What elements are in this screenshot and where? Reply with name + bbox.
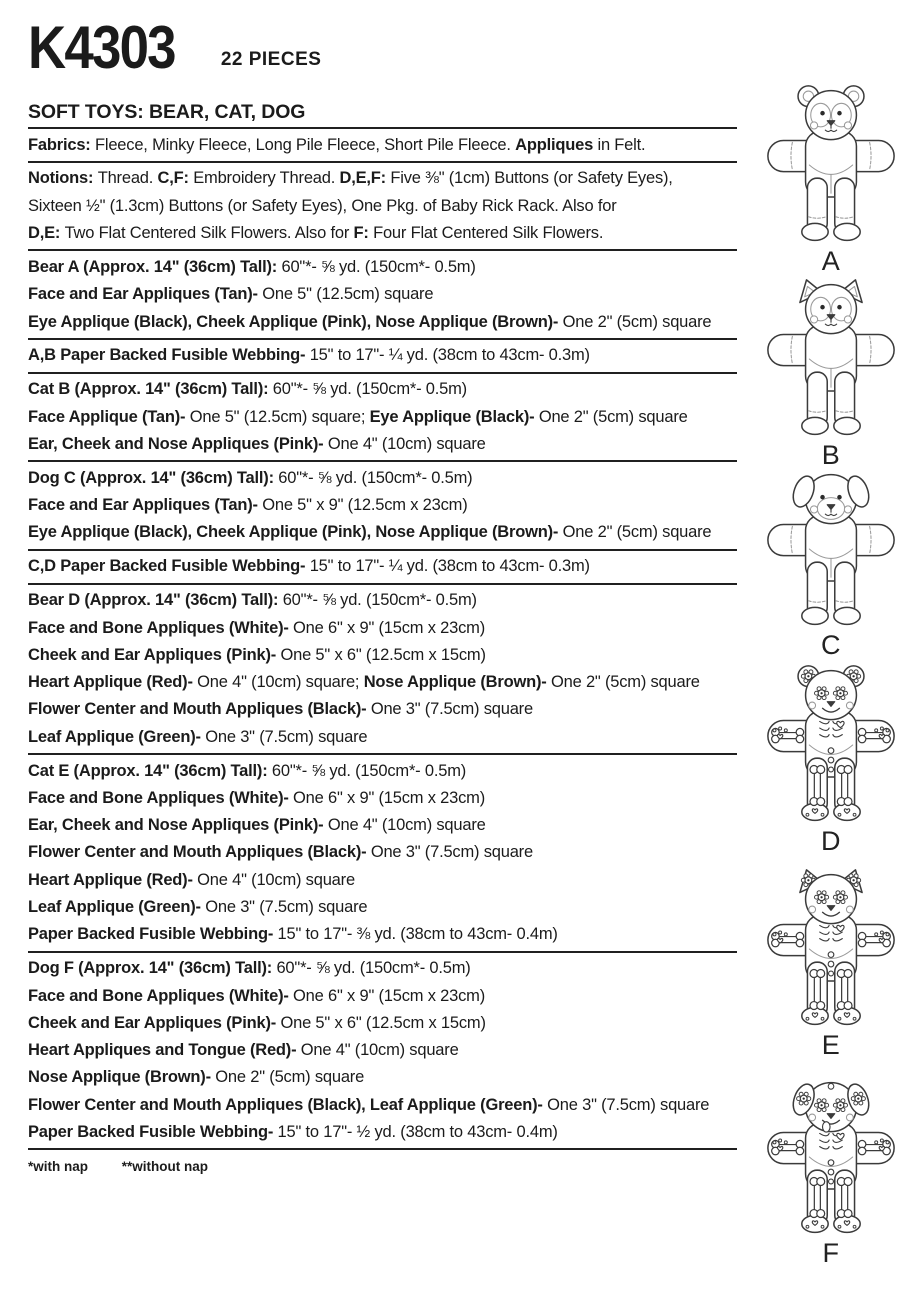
spec-bold-text: Face Applique (Tan)- xyxy=(28,407,190,426)
spec-regular-text: Fleece, Minky Fleece, Long Pile Fleece, Short Pile Fleece. xyxy=(94,135,516,154)
spec-line-bear-d xyxy=(28,642,740,669)
spec-bold-text: Eye Applique (Black)- xyxy=(369,407,539,426)
spec-bold-text: A,B Paper Backed Fusible Webbing- xyxy=(28,346,310,365)
spec-line-dog-f xyxy=(28,1010,740,1037)
spec-regular-text: One 5" (12.5cm) square; xyxy=(189,407,370,426)
toy-figure-d xyxy=(754,664,908,857)
spec-line-webbing-cd xyxy=(28,553,740,580)
spec-line-cat-b xyxy=(28,431,740,458)
spec-regular-text: 15" to 17"- ½ yd. (38cm to 43cm- 0.4m) xyxy=(277,1123,558,1142)
spec-bold-text: C,F: xyxy=(157,169,194,188)
figure-label: C xyxy=(821,630,841,660)
spec-regular-text: 15" to 17"- ¼ yd. (38cm to 43cm- 0.3m) xyxy=(309,346,590,365)
spec-line-bear-d xyxy=(28,587,740,614)
spec-line-dog-f xyxy=(28,1119,740,1146)
spec-regular-text: One 6" x 9" (15cm x 23cm) xyxy=(293,618,485,637)
spec-regular-text: 60"*- ⅝ yd. (150cm*- 0.5m) xyxy=(271,761,467,780)
spec-line-bear-a xyxy=(28,309,740,336)
spec-line-dog-c xyxy=(28,492,740,519)
spec-regular-text: One 4" (10cm) square xyxy=(300,1041,459,1060)
spec-regular-text: One 2" (5cm) square xyxy=(550,673,700,692)
spec-bold-text: Nose Applique (Brown)- xyxy=(363,673,551,692)
spec-column xyxy=(28,14,740,1174)
toy-illustration-cat xyxy=(765,278,897,440)
spec-bold-text: Face and Bone Appliques (White)- xyxy=(28,986,294,1005)
spec-line-cat-e xyxy=(28,785,740,812)
spec-regular-text: 60"*- ⅝ yd. (150cm*- 0.5m) xyxy=(278,468,473,487)
spec-bold-text: Cat E (Approx. 14" (36cm) Tall): xyxy=(28,761,272,780)
section-divider xyxy=(28,372,737,374)
figure-label: B xyxy=(821,440,841,470)
figure-label: F xyxy=(822,1238,840,1268)
section-divider xyxy=(28,951,737,953)
spec-bold-text: Eye Applique (Black), Cheek Applique (Pink), Nose Applique (Brown)- xyxy=(28,312,563,331)
spec-regular-text: One 2" (5cm) square xyxy=(562,312,712,331)
spec-line-dog-f xyxy=(28,955,740,982)
toy-figure-b xyxy=(754,278,908,471)
spec-bold-text: Bear D (Approx. 14" (36cm) Tall): xyxy=(28,591,283,610)
spec-regular-text: One 5" x 6" (12.5cm x 15cm) xyxy=(280,1013,486,1032)
spec-regular-text: One 2" (5cm) square xyxy=(538,407,688,426)
spec-regular-text: One 6" x 9" (15cm x 23cm) xyxy=(293,986,485,1005)
spec-bold-text: Cat B (Approx. 14" (36cm) Tall): xyxy=(28,380,273,399)
section-divider xyxy=(28,460,737,462)
spec-bold-text: Flower Center and Mouth Appliques (Black)- xyxy=(28,700,371,719)
spec-line-bear-a xyxy=(28,281,740,308)
spec-bold-text: Cheek and Ear Appliques (Pink)- xyxy=(28,645,281,664)
spec-line-dog-c xyxy=(28,519,740,546)
spec-bold-text: F: xyxy=(353,224,374,243)
spec-sections xyxy=(28,132,740,1151)
spec-line-dog-f xyxy=(28,983,740,1010)
spec-line-cat-e xyxy=(28,812,740,839)
spec-bold-text: Heart Applique (Red)- xyxy=(28,870,198,889)
spec-line-cat-e xyxy=(28,921,740,948)
spec-regular-text: Embroidery Thread. xyxy=(193,169,340,188)
page-title: SOFT TOYS: BEAR, CAT, DOG xyxy=(28,101,306,123)
spec-regular-text: Two Flat Centered Silk Flowers. Also for xyxy=(64,224,354,243)
spec-bold-text: Leaf Applique (Green)- xyxy=(28,727,206,746)
spec-bold-text: Face and Ear Appliques (Tan)- xyxy=(28,496,263,515)
spec-line-dog-f xyxy=(28,1064,740,1091)
toy-illustration-dog xyxy=(765,468,897,630)
pieces-count: 22 PIECES xyxy=(220,49,322,70)
spec-bold-text: Dog C (Approx. 14" (36cm) Tall): xyxy=(28,468,279,487)
section-divider xyxy=(28,161,737,163)
toy-figure-f xyxy=(754,1076,908,1269)
spec-regular-text: One 4" (10cm) square; xyxy=(197,673,364,692)
toy-illustration-dog-decorated xyxy=(765,1076,897,1238)
spec-line-cat-b xyxy=(28,404,740,431)
spec-line-cat-e xyxy=(28,867,740,894)
spec-regular-text: One 5" x 9" (12.5cm x 23cm) xyxy=(262,496,468,515)
spec-line-cat-e xyxy=(28,894,740,921)
spec-regular-text: Four Flat Centered Silk Flowers. xyxy=(373,224,604,243)
spec-regular-text: One 3" (7.5cm) square xyxy=(547,1095,710,1114)
spec-line-bear-a xyxy=(28,254,740,281)
spec-line-bear-d xyxy=(28,669,740,696)
spec-regular-text: One 4" (10cm) square xyxy=(327,816,486,835)
section-divider xyxy=(28,549,737,551)
spec-regular-text: in Felt. xyxy=(593,135,646,154)
spec-line-bear-d xyxy=(28,615,740,642)
spec-line-dog-f xyxy=(28,1037,740,1064)
spec-bold-text: Heart Appliques and Tongue (Red)- xyxy=(28,1041,301,1060)
figure-label: D xyxy=(821,826,841,856)
spec-regular-text: One 3" (7.5cm) square xyxy=(205,727,368,746)
spec-regular-text: 60"*- ⅝ yd. (150cm*- 0.5m) xyxy=(282,591,477,610)
spec-bold-text: Face and Bone Appliques (White)- xyxy=(28,618,294,637)
spec-regular-text: One 3" (7.5cm) square xyxy=(370,843,533,862)
toy-illustration-cat-decorated xyxy=(765,868,897,1030)
spec-regular-text: One 2" (5cm) square xyxy=(562,523,712,542)
spec-regular-text: 15" to 17"- ¼ yd. (38cm to 43cm- 0.3m) xyxy=(309,557,590,576)
footnote-with-nap: *with nap xyxy=(28,1159,88,1175)
spec-line-cat-e xyxy=(28,839,740,866)
pattern-number: K4303 xyxy=(28,14,175,81)
nap-footnote xyxy=(28,1159,740,1174)
spec-regular-text: 60"*- ⅝ yd. (150cm*- 0.5m) xyxy=(276,959,471,978)
spec-line-bear-d xyxy=(28,724,740,751)
spec-regular-text: Five ⅜" (1cm) Buttons (or Safety Eyes), xyxy=(390,169,673,188)
section-divider xyxy=(28,1148,737,1150)
spec-line-dog-c xyxy=(28,465,740,492)
spec-bold-text: Face and Bone Appliques (White)- xyxy=(28,788,294,807)
figure-label: A xyxy=(821,246,841,276)
spec-bold-text: Flower Center and Mouth Appliques (Black)- xyxy=(28,843,371,862)
toy-figure-c xyxy=(754,468,908,661)
spec-line-notions xyxy=(28,165,740,192)
spec-bold-text: Bear A (Approx. 14" (36cm) Tall): xyxy=(28,257,282,276)
section-divider xyxy=(28,583,737,585)
spec-regular-text: One 3" (7.5cm) square xyxy=(205,898,368,917)
spec-regular-text: One 4" (10cm) square xyxy=(327,434,486,453)
spec-regular-text: One 5" (12.5cm) square xyxy=(262,285,434,304)
spec-bold-text: Cheek and Ear Appliques (Pink)- xyxy=(28,1013,281,1032)
spec-regular-text: 60"*- ⅝ yd. (150cm*- 0.5m) xyxy=(281,257,476,276)
spec-bold-text: Face and Ear Appliques (Tan)- xyxy=(28,285,263,304)
spec-regular-text: Thread. xyxy=(97,169,158,188)
footnote-without-nap: **without nap xyxy=(121,1159,209,1175)
spec-regular-text: One 6" x 9" (15cm x 23cm) xyxy=(293,788,485,807)
spec-bold-text: Dog F (Approx. 14" (36cm) Tall): xyxy=(28,959,277,978)
spec-line-cat-b xyxy=(28,376,740,403)
spec-line-notions xyxy=(28,193,740,220)
section-divider xyxy=(28,338,737,340)
spec-line-fabrics xyxy=(28,132,740,159)
spec-regular-text: 60"*- ⅝ yd. (150cm*- 0.5m) xyxy=(272,380,467,399)
spec-regular-text: One 5" x 6" (12.5cm x 15cm) xyxy=(280,645,486,664)
spec-bold-text: Fabrics: xyxy=(28,135,95,154)
spec-bold-text: Ear, Cheek and Nose Appliques (Pink)- xyxy=(28,816,328,835)
spec-bold-text: D,E: xyxy=(28,224,65,243)
spec-bold-text: Notions: xyxy=(28,169,98,188)
masthead xyxy=(28,14,740,81)
spec-bold-text: Paper Backed Fusible Webbing- xyxy=(28,925,278,944)
spec-bold-text: Leaf Applique (Green)- xyxy=(28,898,206,917)
spec-bold-text: Ear, Cheek and Nose Appliques (Pink)- xyxy=(28,434,328,453)
spec-bold-text: Appliques xyxy=(515,135,594,154)
toy-figure-a xyxy=(754,84,908,277)
toy-illustration-bear-decorated xyxy=(765,664,897,826)
spec-line-bear-d xyxy=(28,696,740,723)
spec-bold-text: Eye Applique (Black), Cheek Applique (Pink), Nose Applique (Brown)- xyxy=(28,523,563,542)
spec-bold-text: Heart Applique (Red)- xyxy=(28,673,198,692)
spec-line-webbing-ab xyxy=(28,342,740,369)
spec-regular-text: 15" to 17"- ⅜ yd. (38cm to 43cm- 0.4m) xyxy=(277,925,558,944)
toy-figure-e xyxy=(754,868,908,1061)
spec-bold-text: Nose Applique (Brown)- xyxy=(28,1068,216,1087)
spec-bold-text: C,D Paper Backed Fusible Webbing- xyxy=(28,557,310,576)
spec-bold-text: Flower Center and Mouth Appliques (Black), Leaf Applique (Green)- xyxy=(28,1095,548,1114)
figures-column xyxy=(754,0,908,1289)
spec-bold-text: Paper Backed Fusible Webbing- xyxy=(28,1123,278,1142)
spec-regular-text: Sixteen ½" (1.3cm) Buttons (or Safety Eyes), One Pkg. of Baby Rick Rack. Also for xyxy=(28,196,617,215)
spec-line-dog-f xyxy=(28,1092,740,1119)
spec-regular-text: One 4" (10cm) square xyxy=(197,870,355,889)
toy-illustration-bear xyxy=(765,84,897,246)
spec-regular-text: One 2" (5cm) square xyxy=(215,1068,365,1087)
title-divider xyxy=(28,127,737,129)
section-divider xyxy=(28,249,737,251)
section-divider xyxy=(28,753,737,755)
spec-regular-text: One 3" (7.5cm) square xyxy=(370,700,533,719)
spec-bold-text: D,E,F: xyxy=(339,169,391,188)
spec-line-notions xyxy=(28,220,740,247)
spec-line-cat-e xyxy=(28,758,740,785)
figure-label: E xyxy=(821,1030,841,1060)
